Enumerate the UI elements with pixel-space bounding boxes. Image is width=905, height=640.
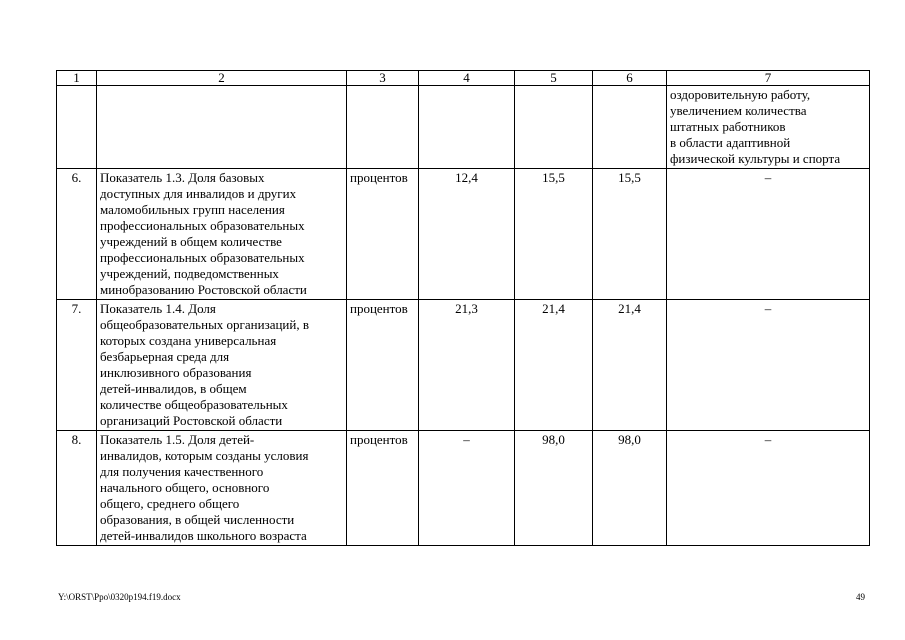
indicator-text: Показатель 1.5. Доля детей- инвалидов, которым созданы условия для получения качественного начального общего, основного общего, среднего общего образования, в общей численности детей-инвалидов школьного возраста [97, 431, 347, 546]
footer-page-number: 49 [856, 592, 865, 602]
header-cell-3: 3 [347, 71, 419, 86]
cell-indicator [97, 86, 347, 169]
cell-value-5 [515, 86, 593, 169]
table-row [57, 431, 870, 546]
note-text: – [667, 169, 870, 300]
header-cell-4: 4 [419, 71, 515, 86]
unit-text: процентов [347, 169, 419, 300]
row-number: 8. [57, 431, 97, 546]
cell-value-6 [593, 86, 667, 169]
note-text: – [667, 300, 870, 431]
value-col6: 21,4 [593, 300, 667, 431]
indicators-table [56, 70, 870, 546]
row-number: 6. [57, 169, 97, 300]
indicator-text: Показатель 1.3. Доля базовых доступных для инвалидов и других маломобильных групп населения профессиональных образовательных учреждений в общем количестве профессиональных образовательных учреждений, подведомственных минобразованию Ростовской области [97, 169, 347, 300]
header-cell-1: 1 [57, 71, 97, 86]
unit-text: процентов [347, 431, 419, 546]
continuation-row [57, 86, 870, 169]
value-col4: 21,3 [419, 300, 515, 431]
value-col5: 21,4 [515, 300, 593, 431]
table-row [57, 169, 870, 300]
value-col5: 15,5 [515, 169, 593, 300]
value-col6: 15,5 [593, 169, 667, 300]
value-col5: 98,0 [515, 431, 593, 546]
header-cell-2: 2 [97, 71, 347, 86]
header-cell-7: 7 [667, 71, 870, 86]
note-text: – [667, 431, 870, 546]
cell-unit [347, 86, 419, 169]
value-col4: – [419, 431, 515, 546]
table-row [57, 300, 870, 431]
value-col4: 12,4 [419, 169, 515, 300]
unit-text: процентов [347, 300, 419, 431]
cell-note: оздоровительную работу, увеличением количества штатных работников в области адаптивной физической культуры и спорта [667, 86, 870, 169]
row-number: 7. [57, 300, 97, 431]
footer-file-path: Y:\ORST\Ppo\0320p194.f19.docx [58, 592, 181, 602]
indicator-text: Показатель 1.4. Доля общеобразовательных организаций, в которых создана универсальная безбарьерная среда для инклюзивного образования детей-инвалидов, в общем количестве общеобразовательных организаций Ростовской области [97, 300, 347, 431]
header-row [57, 71, 870, 86]
cell-num [57, 86, 97, 169]
cell-value-4 [419, 86, 515, 169]
header-cell-6: 6 [593, 71, 667, 86]
value-col6: 98,0 [593, 431, 667, 546]
header-cell-5: 5 [515, 71, 593, 86]
